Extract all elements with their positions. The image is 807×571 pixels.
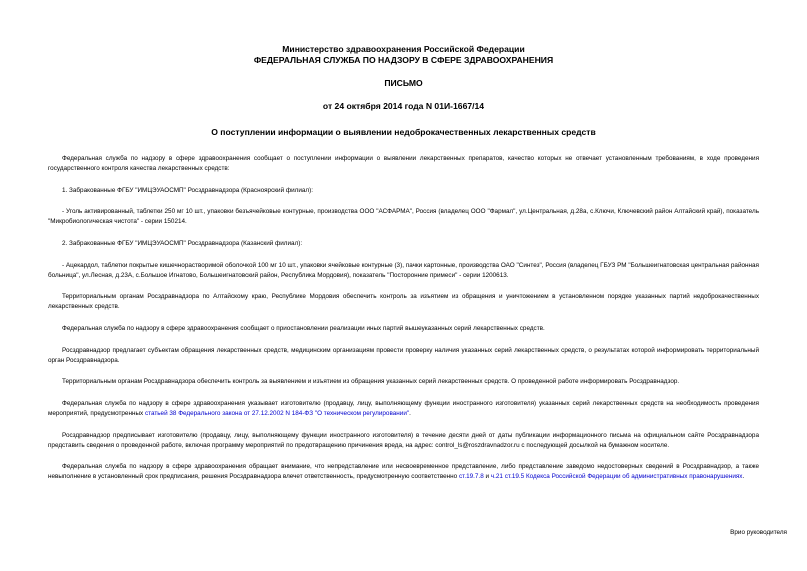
article-19-5-link[interactable]: ч.21 ст.19.5 Кодекса Российской Федерации об административных правонарушениях bbox=[490, 473, 743, 481]
paragraph-item1-heading: 1. Забракованные ФГБУ "ИМЦЭУАОСМП" Росздравнадзора (Красноярский филиал): bbox=[62, 186, 313, 194]
article-19-7-8-link[interactable]: ст.19.7.8 bbox=[458, 473, 484, 481]
paragraph-item1-detail: - Уголь активированный, таблетки 250 мг 10 шт., упаковки безъячейковые контурные, производства ООО "АСФАРМА", Россия (владелец ООО "Фармал", ул.Центральная, д.28а, с.Ключи, Ключевский район Алтайский край), показатель "Микробиологическая чистота" - серии 150214. bbox=[48, 208, 759, 226]
paragraph-text: . bbox=[409, 409, 411, 417]
document-title: О поступлении информации о выявлении недоброкачественных лекарственных средств bbox=[211, 127, 596, 137]
paragraph-suspension: Федеральная служба по надзору в сфере здравоохранения сообщает о приостановлении реализации иных партий вышеуказанных серий лекарственных средств. bbox=[62, 324, 545, 332]
paragraph-item2-detail: - Ацекардол, таблетки покрытые кишечнорастворимой оболочкой 100 мг 10 шт., упаковки ячейковые контурные (3), пачки картонные, производства ОАО "Синтез", Россия (владелец ГБУЗ РМ "Большеигнатовская центральная районная больница", ул.Лесная, д.23А, с.Большое Игнатово, Большеигнатовский район, Республика Мордовия), показатель "Посторонние примеси" - серии 1200613. bbox=[48, 261, 759, 279]
doc-type: ПИСЬМО bbox=[384, 78, 423, 88]
doc-date-number: от 24 октября 2014 года N 01И-1667/14 bbox=[322, 101, 485, 111]
paragraph-territorial-control: Территориальным органам Росздравнадзора по Алтайскому краю, Республике Мордовия обеспечить контроль за изъятием из обращения и уничтожением в установленном порядке указанных партий недоброкачественных лекарственных средств. bbox=[48, 293, 759, 311]
paragraph-text: и bbox=[483, 473, 491, 481]
paragraph-withdrawal-control: Территориальным органам Росздравнадзора обеспечить контроль за выявлением и изъятием из обращения указанных серий лекарственных средств. О проведенной работе информировать Росздравнадзор. bbox=[62, 378, 680, 386]
paragraph-manufacturer-measures bbox=[48, 399, 759, 419]
law-184-link[interactable]: статьей 38 Федерального закона от 27.12.2002 N 184-ФЗ "О техническом регулировании" bbox=[144, 409, 410, 417]
signature: Врио руководителя bbox=[730, 529, 787, 536]
paragraph-text: . bbox=[742, 473, 745, 481]
service-name: ФЕДЕРАЛЬНАЯ СЛУЖБА ПО НАДЗОРУ В СФЕРЕ ЗДРАВООХРАНЕНИЯ bbox=[253, 55, 554, 65]
ministry-name: Министерство здравоохранения Российской Федерации bbox=[282, 44, 525, 54]
paragraph-item2-heading: 2. Забракованные ФГБУ "ИМЦЭУАОСМП" Росздравнадзора (Казанский филиал): bbox=[62, 239, 303, 247]
document-body bbox=[48, 154, 759, 482]
paragraph-intro: Федеральная служба по надзору в сфере здравоохранения сообщает о поступлении информации о выявлении лекарственных препаратов, качество которых не отвечает установленным требованиям, в ходе проведения государственного контроля качества лекарственных средств: bbox=[48, 155, 759, 172]
letter-header bbox=[48, 44, 759, 112]
paragraph-text: Федеральная служба по надзору в сфере здравоохранения обращает внимание, что непредставление или несвоевременное представление, либо представление заведомо недостоверных сведений в Росздравнадзор, а также невыполнение в установленный срок предписания, решения Росздравнадзора влечет ответственность, предусмотренную соответственно bbox=[48, 463, 759, 481]
paragraph-text: Федеральная служба по надзору в сфере здравоохранения указывает изготовителю (продавцу, лицу, выполняющему функции иностранного изготовителя) указанных серий лекарственных средств на необходимость проведения мероприятий, предусмотренных bbox=[48, 400, 759, 417]
paragraph-report-requirement: Росздравнадзор предписывает изготовителю (продавцу, лицу, выполняющему функции иностранного изготовителя) в течение десяти дней от даты публикации информационного письма на официальном сайте Росздравнадзора представить сведения о проведенной работе, включая программу мероприятий по предотвращению причинения вреда, на адрес: control_ls@roszdravnadzor.ru с последующей досылкой на бумажном носителе. bbox=[48, 431, 759, 449]
paragraph-check-request: Росздравнадзор предлагает субъектам обращения лекарственных средств, медицинским организациям провести проверку наличия указанных серий лекарственных средств, о результатах которой информировать территориальный орган Росздравнадзора. bbox=[48, 346, 759, 364]
paragraph-liability bbox=[48, 462, 759, 482]
